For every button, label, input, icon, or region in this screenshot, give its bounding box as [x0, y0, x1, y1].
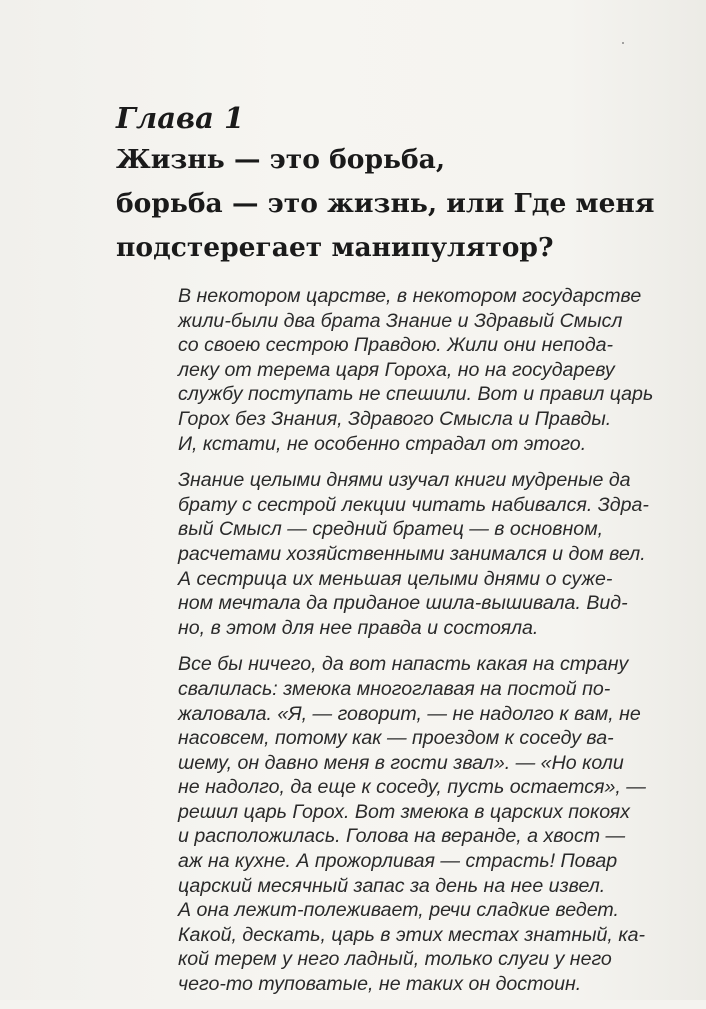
- text-line: аж на кухне. А прожорливая — страсть! Повар: [178, 850, 618, 873]
- text-line: А она лежит-полеживает, речи сладкие ведет.: [178, 899, 619, 922]
- text-line: со своею сестрою Правдою. Жили они непода-: [178, 334, 614, 357]
- chapter-label: Глава 1: [116, 101, 245, 135]
- text-line: царский месячный запас за день на нее извел.: [178, 874, 606, 897]
- text-line: расчетами хозяйственными занимался и дом вел.: [178, 542, 646, 565]
- body-text: [178, 284, 678, 1009]
- paper-speck: [622, 42, 624, 44]
- text-line: службу поступать не спешили. Вот и правил царь: [178, 383, 654, 406]
- text-line: Знание целыми днями изучал книги мудреные да: [178, 469, 631, 492]
- text-line: брату с сестрой лекции читать набивался. Здра-: [178, 493, 649, 516]
- paragraph-1: [178, 284, 678, 456]
- text-line: жаловала. «Я, — говорит, — не надолго к вам, не: [178, 702, 641, 725]
- text-line: Все бы ничего, да вот напасть какая на страну: [178, 653, 629, 676]
- text-line: В некотором царстве, в некотором государстве: [178, 285, 642, 307]
- paragraph-3: [178, 652, 678, 996]
- text-line: свалилась: змеюка многоглавая на постой по-: [178, 677, 611, 700]
- chapter-title: [116, 138, 676, 270]
- paragraph-2: [178, 468, 678, 640]
- text-line: Горох без Знания, Здравого Смысла и Правды.: [178, 407, 612, 430]
- text-line: кой терем у него ладный, только слуги у него: [178, 948, 612, 971]
- text-line: И, кстати, не особенно страдал от этого.: [178, 432, 587, 455]
- text-line: жили-были два брата Знание и Здравый Смысл: [178, 309, 623, 332]
- text-line: шему, он давно меня в гости звал». — «Но коли: [178, 751, 624, 774]
- text-line: не надолго, да еще к соседу, пусть остается», —: [178, 776, 646, 799]
- chapter-title-line: подстерегает манипулятор?: [116, 232, 554, 263]
- text-line: чего-то туповатые, не таких он достоин.: [178, 973, 582, 996]
- text-line: и расположилась. Голова на веранде, а хвост —: [178, 825, 626, 848]
- text-line: леку от терема царя Гороха, но на государеву: [178, 358, 615, 381]
- text-line: ном мечтала да приданое шила-вышивала. Вид-: [178, 592, 628, 615]
- text-line: но, в этом для нее правда и состояла.: [178, 616, 539, 639]
- text-line: вый Смысл — средний братец — в основном,: [178, 518, 604, 541]
- text-line: решил царь Горох. Вот змеюка в царских покоях: [178, 800, 630, 823]
- chapter-title-line: борьба — это жизнь, или Где меня: [116, 188, 655, 219]
- text-line: насовсем, потому как — проездом к соседу ва-: [178, 727, 614, 750]
- text-line: Какой, дескать, царь в этих местах знатный, ка-: [178, 923, 645, 946]
- text-line: А сестрица их меньшая целыми днями о суже-: [178, 567, 613, 590]
- chapter-title-line: Жизнь — это борьба,: [116, 144, 446, 175]
